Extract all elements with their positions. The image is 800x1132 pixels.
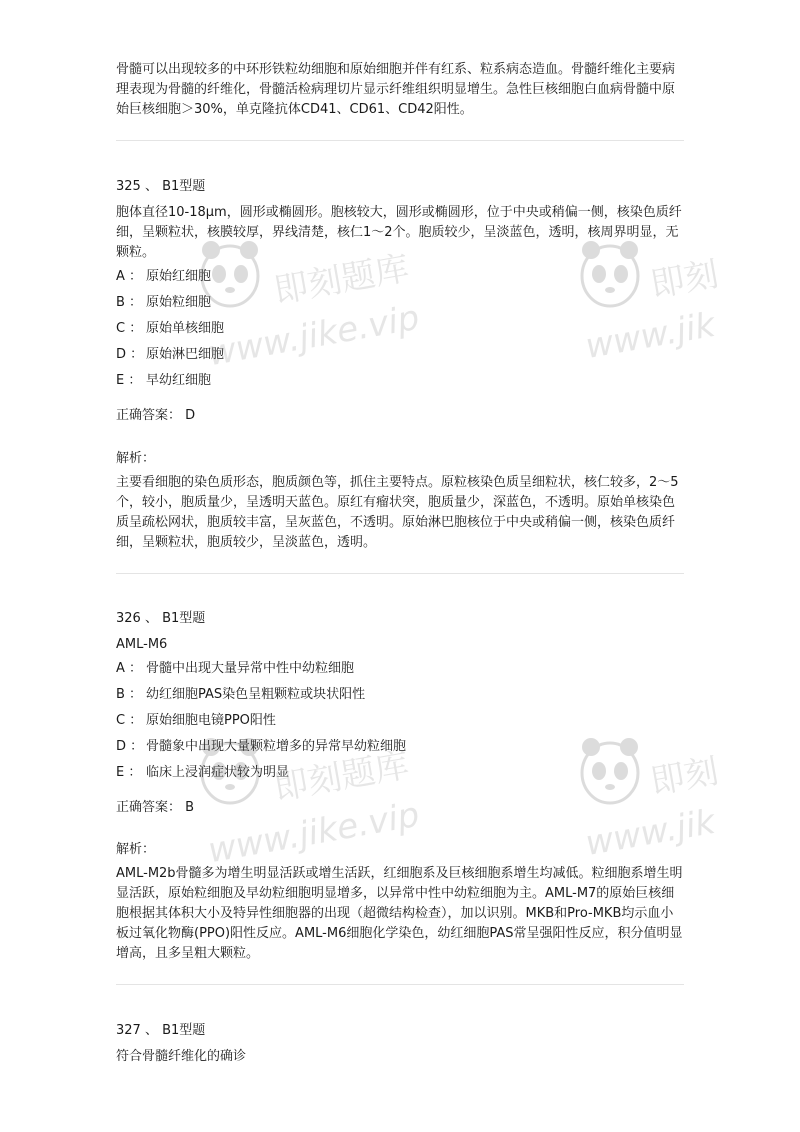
option-key: A ： [116, 661, 143, 676]
answer-325 [116, 406, 684, 426]
option-text: 幼红细胞PAS染色呈粗颗粒或块状阳性 [146, 687, 366, 702]
analysis-text: AML-M2b骨髓多为增生明显活跃或增生活跃，红细胞系及巨核细胞系增生均减低。粒细胞系增生明显活跃，原始粒细胞及早幼粒细胞明显增多，以异常中性中幼粒细胞为主。AML-M7的原始巨核细胞根据其体积大小及特异性细胞器的出现（超微结构检查），加以识别。MKB和Pro-MKB均示血小板过氧化物酶(PPO)阳性反应。AML-M6细胞化学染色，幼红细胞PAS常呈强阳性反应，积分值明显增高，且多呈粗大颗粒。 [116, 866, 683, 961]
option-text: 临床上浸润症状较为明显 [146, 765, 290, 780]
option-text: 原始粒细胞 [146, 295, 212, 310]
option-key: E ： [116, 765, 142, 780]
question-stem: AML-M6 [116, 637, 168, 652]
option-e[interactable] [116, 371, 684, 397]
option-key: C ： [116, 321, 143, 336]
intro-block [116, 60, 684, 120]
option-a[interactable] [116, 267, 684, 293]
analysis-325 [116, 449, 684, 553]
watermark-url: www.jik [582, 801, 719, 865]
option-key: E ： [116, 373, 142, 388]
option-e[interactable] [116, 763, 684, 789]
option-d[interactable] [116, 345, 684, 371]
intro-paragraph: 骨髓可以出现较多的中环形铁粒幼细胞和原始细胞并伴有红系、粒系病态造血。骨髓纤维化主要病理表现为骨髓的纤维化，骨髓活检病理切片显示纤维组织明显增生。急性巨核细胞白血病骨髓中原始巨核细胞＞30%，单克隆抗体CD41、CD61、CD42阳性。 [116, 62, 676, 117]
watermark-url: www.jike.vip [205, 794, 423, 872]
analysis-label: 解析： [116, 842, 156, 857]
analysis-label: 解析： [116, 451, 156, 466]
option-text: 骨髓象中出现大量颗粒增多的异常早幼粒细胞 [146, 739, 407, 754]
divider [116, 984, 684, 985]
option-c[interactable] [116, 711, 684, 737]
question-stem: 胞体直径10-18μm，圆形或椭圆形。胞核较大，圆形或椭圆形，位于中央或稍偏一侧，核染色质纤细，呈颗粒状，核膜较厚，界线清楚，核仁1～2个。胞质较少，呈淡蓝色，透明，核周界明显，无颗粒。 [116, 205, 682, 260]
analysis-326 [116, 840, 684, 964]
option-d[interactable] [116, 737, 684, 763]
question-header: 326 、 B1型题 [116, 611, 206, 626]
option-key: B ： [116, 295, 143, 310]
divider [116, 573, 684, 574]
option-c[interactable] [116, 319, 684, 345]
option-text: 原始单核细胞 [146, 321, 225, 336]
correct-answer: 正确答案： D [116, 408, 196, 423]
option-key: D ： [116, 347, 144, 362]
option-a[interactable] [116, 659, 684, 685]
option-text: 原始细胞电镜PPO阳性 [146, 713, 276, 728]
option-text: 早幼红细胞 [146, 373, 212, 388]
watermark-brand: 即刻题库 [271, 248, 413, 312]
option-text: 骨髓中出现大量异常中性中幼粒细胞 [146, 661, 355, 676]
watermark-url: www.jik [582, 304, 719, 368]
divider [116, 140, 684, 141]
option-key: A ： [116, 269, 143, 284]
answer-326 [116, 798, 684, 818]
question-326 [116, 609, 684, 789]
option-text: 原始红细胞 [146, 269, 212, 284]
correct-answer: 正确答案： B [116, 800, 195, 815]
watermark-url: www.jike.vip [205, 297, 423, 375]
option-key: C ： [116, 713, 143, 728]
question-325 [116, 177, 684, 397]
question-327 [116, 1021, 684, 1071]
analysis-text: 主要看细胞的染色质形态，胞质颜色等，抓住主要特点。原粒核染色质呈细粒状，核仁较多，2～5个，较小，胞质量少，呈透明天蓝色。原红有瘤状突，胞质量少，深蓝色，不透明。原始单核染色质呈疏松网状，胞质较丰富，呈灰蓝色，不透明。原始淋巴胞核位于中央或稍偏一侧，核染色质纤细，呈颗粒状，胞质较少，呈淡蓝色，透明。 [116, 475, 679, 550]
option-key: B ： [116, 687, 143, 702]
question-stem: 符合骨髓纤维化的确诊 [116, 1049, 247, 1064]
watermark-brand: 即刻 [647, 751, 722, 803]
option-b[interactable] [116, 293, 684, 319]
option-text: 原始淋巴细胞 [146, 347, 225, 362]
watermark-brand: 即刻 [647, 254, 722, 306]
option-key: D ： [116, 739, 144, 754]
question-header: 325 、 B1型题 [116, 179, 206, 194]
option-b[interactable] [116, 685, 684, 711]
watermark-brand: 即刻题库 [271, 745, 413, 809]
question-header: 327 、 B1型题 [116, 1023, 206, 1038]
